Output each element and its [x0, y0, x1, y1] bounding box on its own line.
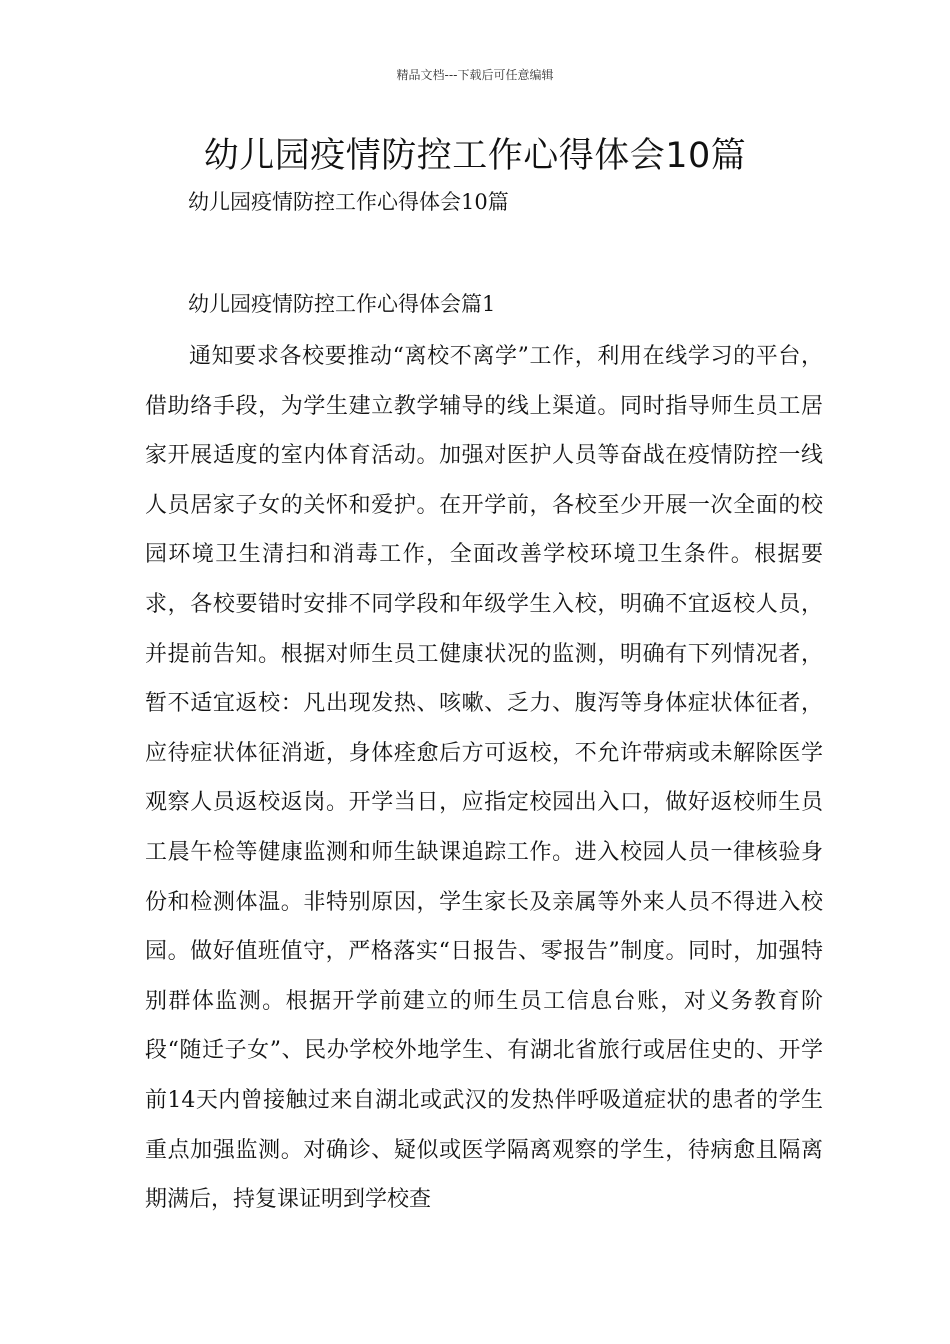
section-heading: 幼儿园疫情防控工作心得体会篇1 [188, 292, 496, 316]
document-subtitle: 幼儿园疫情防控工作心得体会10篇 [188, 190, 509, 214]
body-paragraph: 通知要求各校要推动“离校不离学”工作，利用在线学习的平台，借助络手段，为学生建立教学辅导的线上渠道。同时指导师生员工居家开展适度的室内体育活动。加强对医护人员等奋战在疫情防控一线人员居家子女的关怀和爱护。在开学前，各校至少开展一次全面的校园环境卫生清扫和消毒工作，全面改善学校环境卫生条件。根据要求，各校要错时安排不同学段和年级学生入校，明确不宜返校人员，并提前告知。根据对师生员工健康状况的监测，明确有下列情况者，暂不适宜返校：凡出现发热、咳嗽、乏力、腹泻等身体症状体征者，应待症状体征消逝，身体痊愈后方可返校，不允许带病或未解除医学观察人员返校返岗。开学当日，应指定校园出入口，做好返校师生员工晨午检等健康监测和师生缺课追踪工作。进入校园人员一律核验身份和检测体温。非特别原因，学生家长及亲属等外来人员不得进入校园。做好值班值守，严格落实“日报告、零报告”制度。同时，加强特别群体监测。根据开学前建立的师生员工信息台账，对义务教育阶段“随迁子女”、民办学校外地学生、有湖北省旅行或居住史的、开学前14天内曾接触过来自湖北或武汉的发热伴呼吸道症状的患者的学生重点加强监测。对确诊、疑似或医学隔离观察的学生，待病愈且隔离期满后，持复课证明到学校查 [145, 344, 823, 1213]
document-title: 幼儿园疫情防控工作心得体会10篇 [203, 136, 747, 176]
header-note: 精品文档---下载后可任意编辑 [396, 68, 554, 82]
